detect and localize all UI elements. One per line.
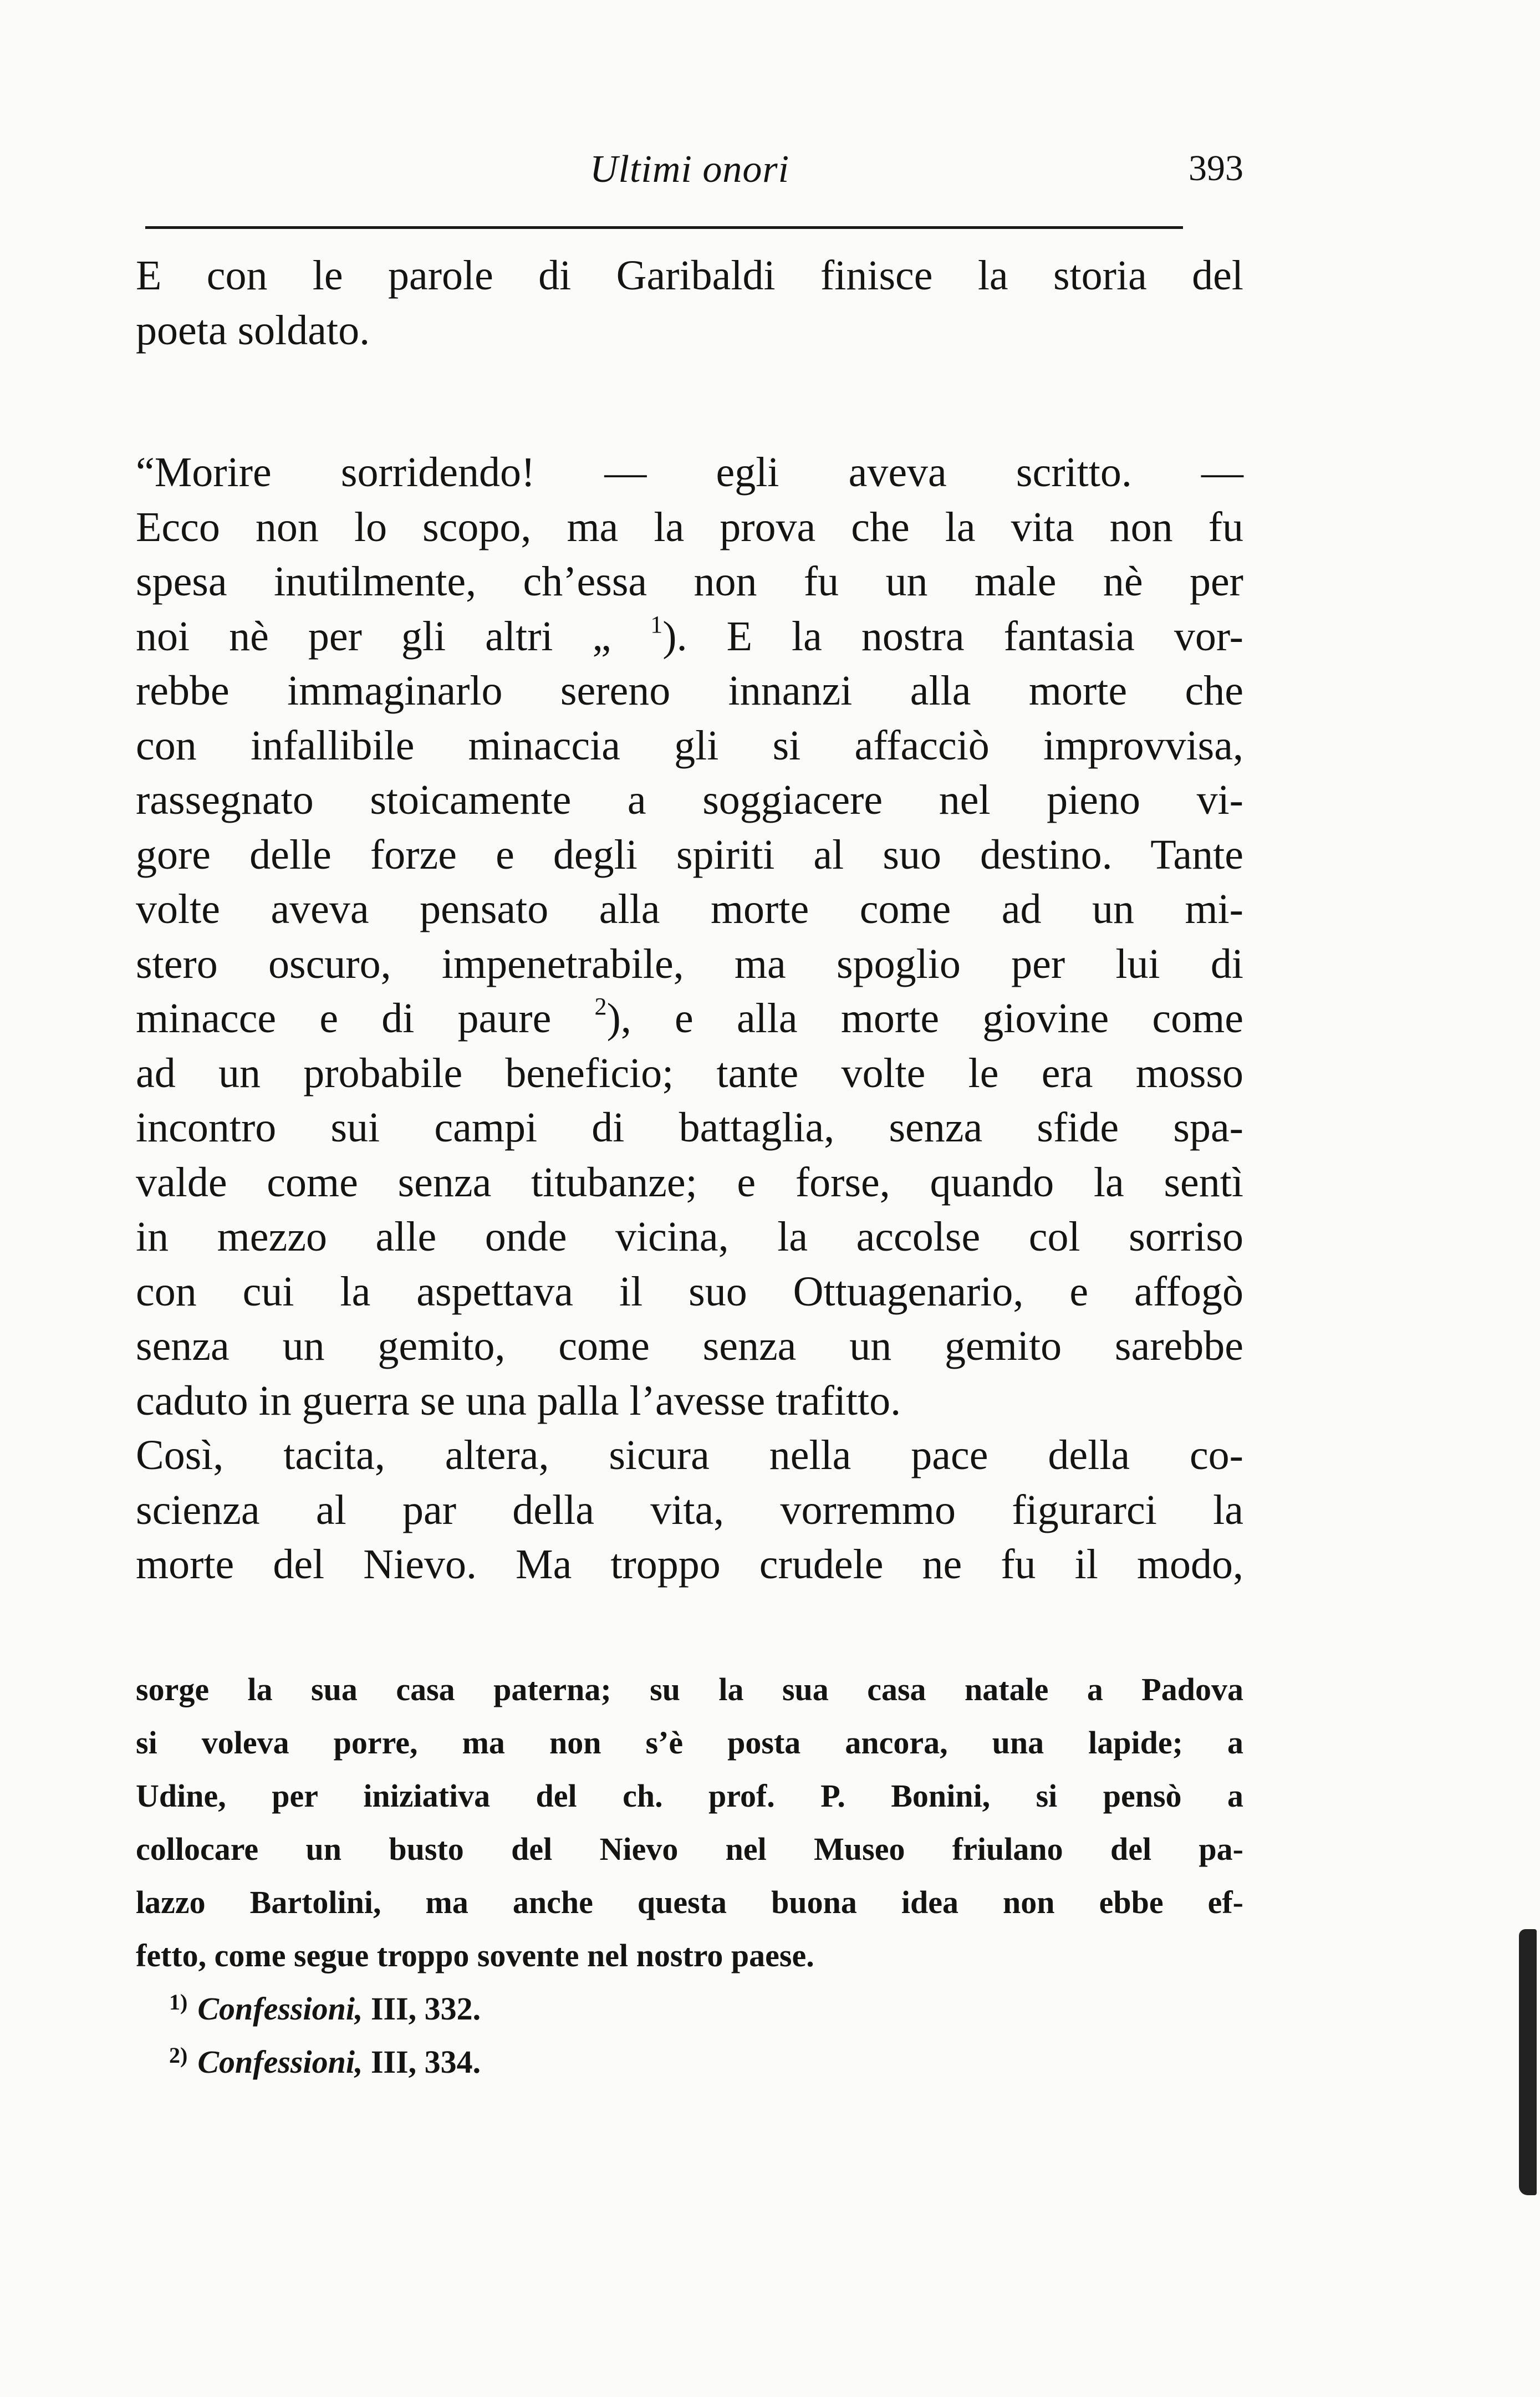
text-line: incontro sui campi di battaglia, senza sfide spa-: [136, 1104, 1243, 1151]
footnote-ref: III, 334.: [370, 2044, 481, 2080]
note-line: sorge la sua casa paterna; su la sua casa natale a Padova: [136, 1671, 1243, 1707]
page-header: [136, 137, 1243, 198]
footnote-ref: III, 332.: [370, 1991, 481, 2027]
text-line: con cui la aspettava il suo Ottuagenario, e affogò: [136, 1268, 1243, 1315]
text-line: morte del Nievo. Ma troppo crudele ne fu il modo,: [136, 1541, 1243, 1588]
footnote-ref-1: 1: [650, 610, 663, 638]
text-line: [136, 609, 1243, 664]
page-number: 393: [1189, 148, 1243, 188]
text-line: valde come senza titubanze; e forse, quando la sentì: [136, 1159, 1243, 1206]
text-line: con infallibile minaccia gli si affacciò improvvisa,: [136, 722, 1243, 769]
paragraph-gap: [136, 358, 1243, 445]
running-title: Ultimi onori: [589, 148, 790, 191]
text-line: poeta soldato.: [136, 307, 370, 354]
page-edge-shadow: [1519, 1929, 1537, 2195]
note-line: lazzo Bartolini, ma anche questa buona idea non ebbe ef-: [136, 1884, 1243, 1920]
text-line: in mezzo alle onde vicina, la accolse col sorriso: [136, 1213, 1243, 1260]
text-line: gore delle forze e degli spiriti al suo destino. Tante: [136, 831, 1243, 878]
footnote-2: [136, 2036, 1243, 2089]
text-line: senza un gemito, come senza un gemito sarebbe: [136, 1323, 1243, 1369]
text-line: rassegnato stoicamente a soggiacere nel pieno vi-: [136, 777, 1243, 823]
text-segment: ), e alla morte giovine come: [606, 995, 1244, 1042]
footnote-source: Confessioni,: [197, 1991, 363, 2027]
text-segment: ). E la nostra fantasia vor-: [662, 613, 1243, 660]
footnote-source: Confessioni,: [197, 2044, 363, 2080]
text-line: ad un probabile beneficio; tante volte le era mosso: [136, 1049, 1243, 1096]
text-line: volte aveva pensato alla morte come ad un mi-: [136, 886, 1243, 932]
text-line: Così, tacita, altera, sicura nella pace della co-: [136, 1432, 1243, 1478]
text-line: scienza al par della vita, vorremmo figurarci la: [136, 1486, 1243, 1533]
text-line: spesa inutilmente, ch’essa non fu un male nè per: [136, 558, 1243, 605]
text-line: stero oscuro, impenetrabile, ma spoglio per lui di: [136, 940, 1243, 987]
text-line: [136, 991, 1243, 1046]
footnote-ref-2: 2: [594, 993, 607, 1020]
footnotes: [136, 1663, 1243, 2089]
footnote-1: [136, 1982, 1243, 2036]
text-line: Ecco non lo scopo, ma la prova che la vita non fu: [136, 503, 1243, 550]
header-rule: [145, 226, 1183, 229]
note-line: Udine, per iniziativa del ch. prof. P. Bonini, si pensò a: [136, 1778, 1243, 1814]
note-line: fetto, come segue troppo sovente nel nostro paese.: [136, 1937, 814, 1973]
footnote-number: 2): [169, 2043, 188, 2068]
text-line: E con le parole di Garibaldi finisce la storia del: [136, 252, 1243, 299]
text-line: caduto in guerra se una palla l’avesse trafitto.: [136, 1377, 901, 1424]
text-segment: minacce e di paure: [136, 995, 552, 1042]
main-text: [136, 248, 1243, 1592]
note-line: collocare un busto del Nievo nel Museo friulano del pa-: [136, 1831, 1243, 1867]
text-segment: noi nè per gli altri „: [136, 613, 611, 660]
footnote-number: 1): [169, 1990, 188, 2014]
note-line: si voleva porre, ma non s’è posta ancora, una lapide; a: [136, 1725, 1243, 1761]
text-line: rebbe immaginarlo sereno innanzi alla morte che: [136, 667, 1243, 714]
text-line: “Morire sorridendo! — egli aveva scritto. —: [136, 449, 1243, 496]
